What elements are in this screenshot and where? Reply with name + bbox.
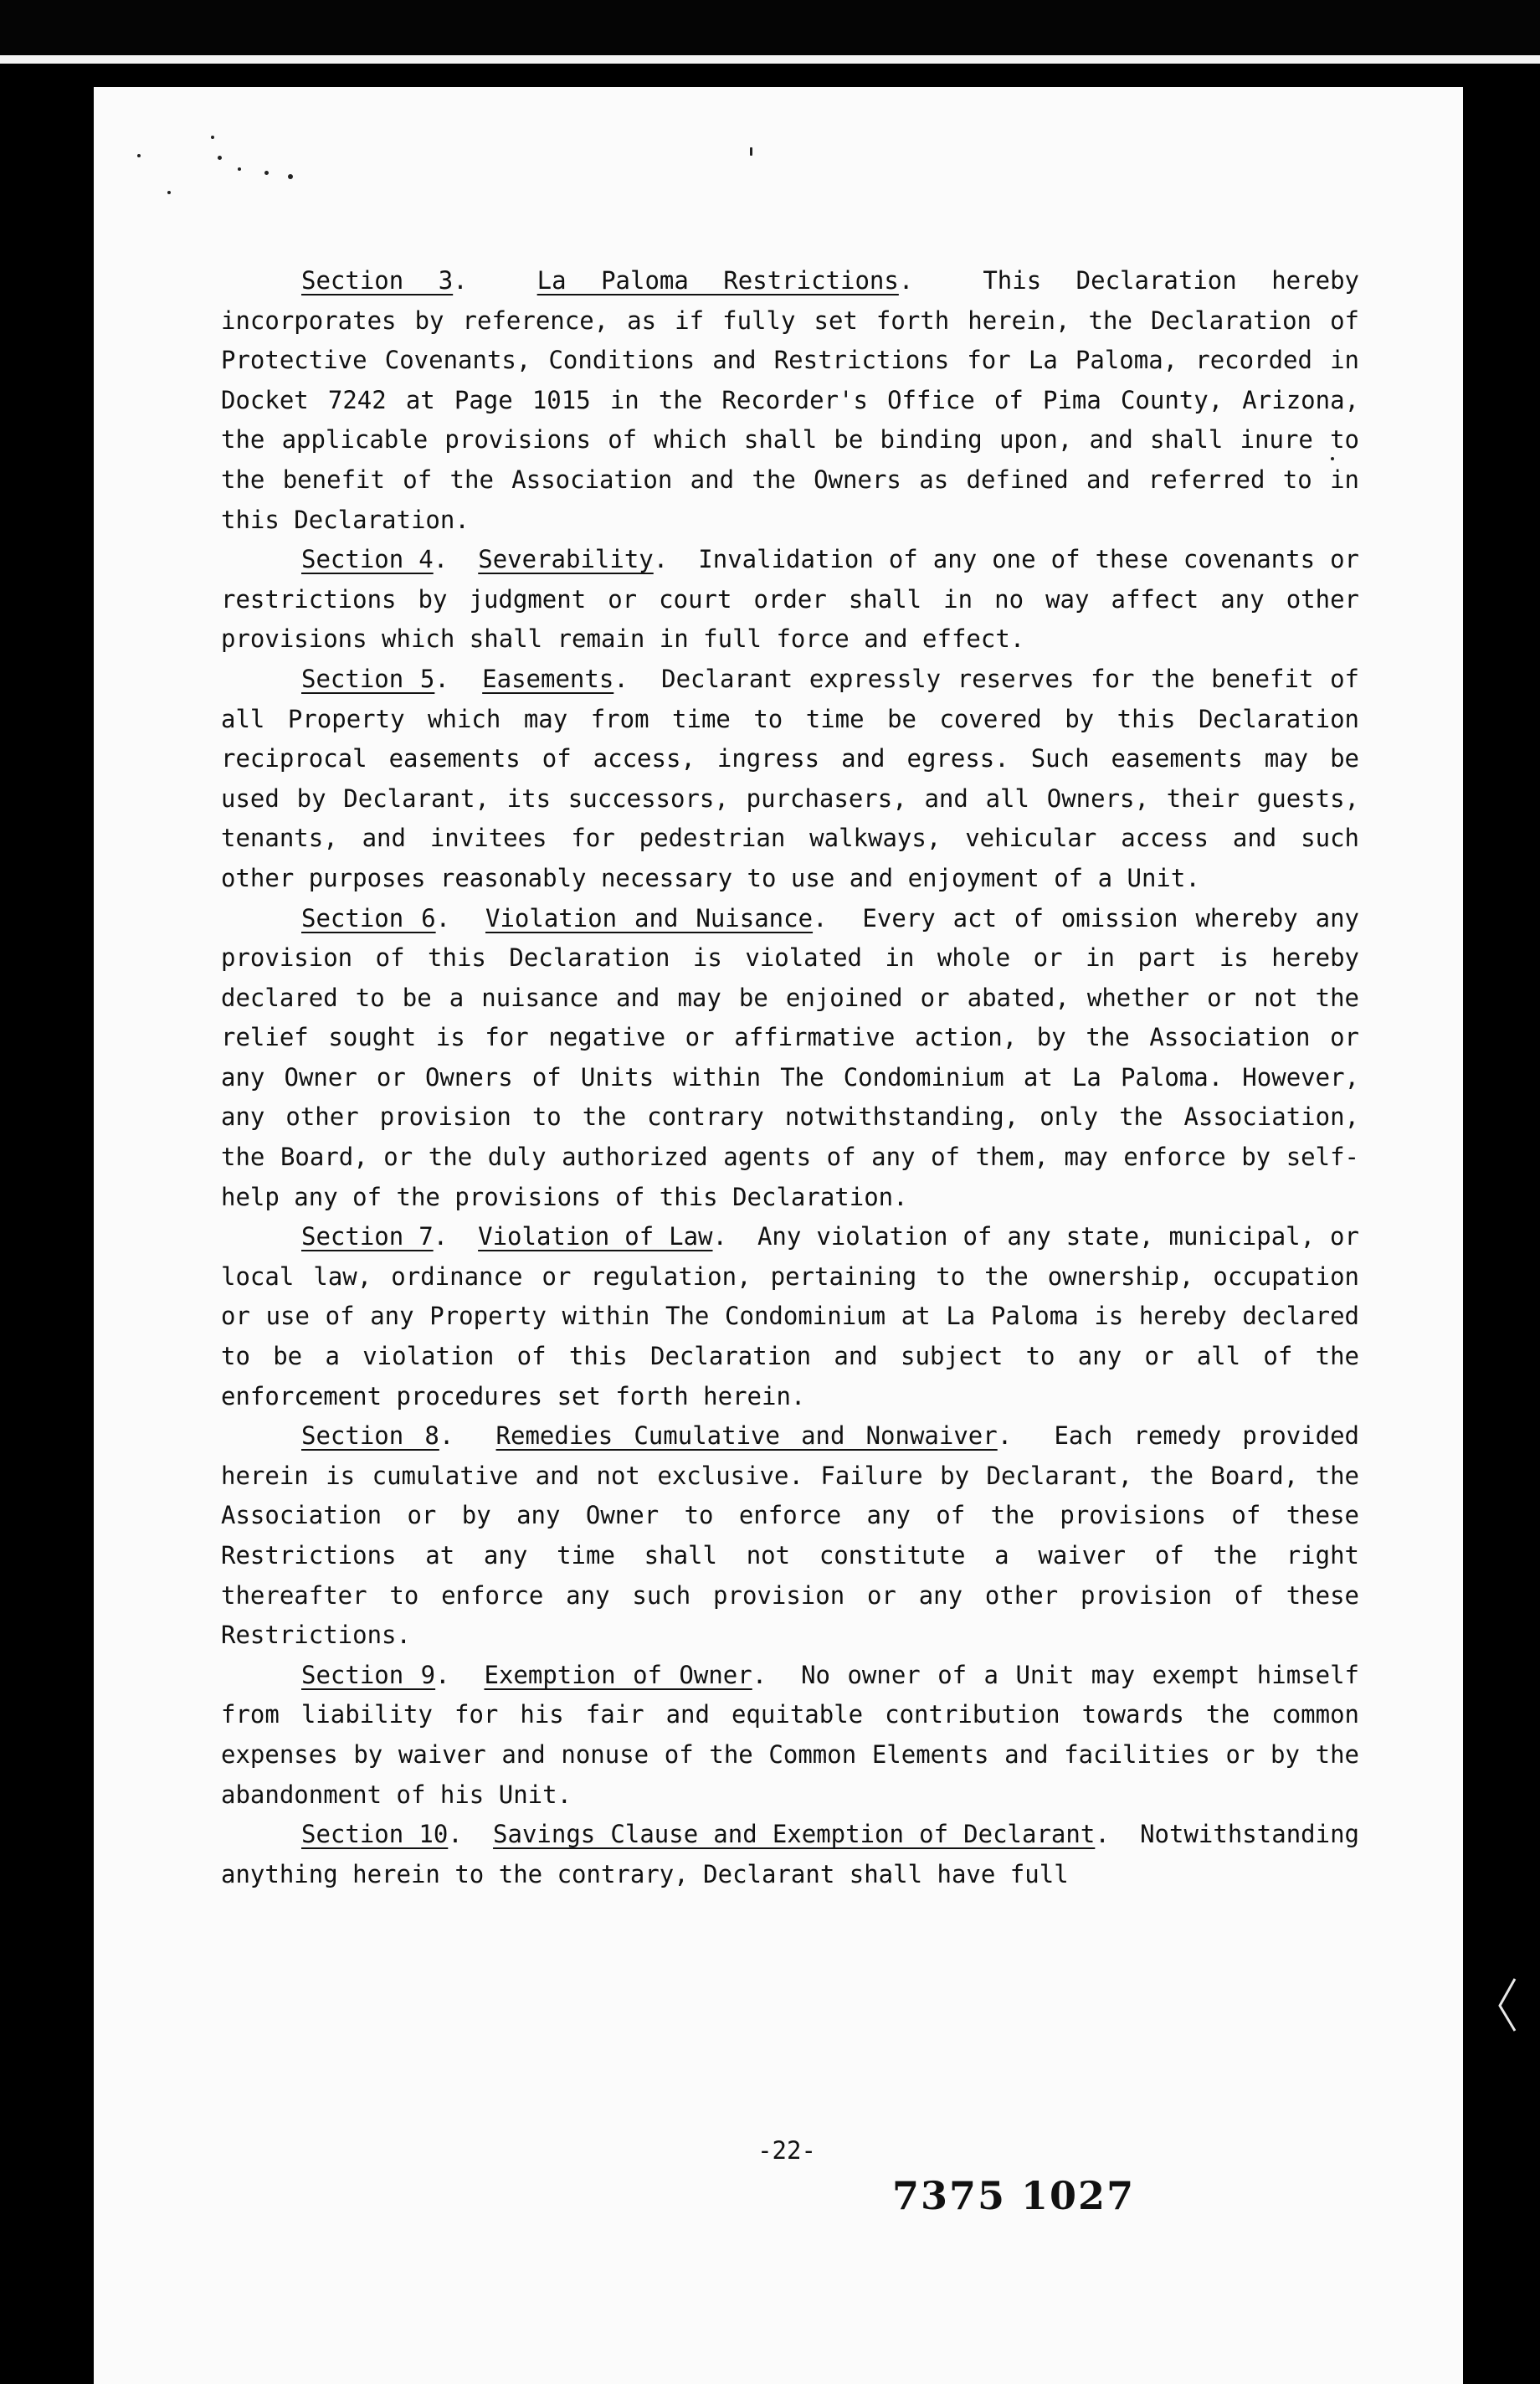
section-5-title: Easements xyxy=(482,664,614,693)
scan-edge-line xyxy=(0,55,1540,64)
section-5-paragraph: Section 5. Easements. Declarant expressly reserves for the benefit of all Property which may from time to time be covered by this Declaration reciprocal easements of access, ingress and egress. Such easements may be used by Declarant, its successors, purchasers, and all Owners, their guests, tenants, and invitees for pedestrian walkways, vehicular access and such other purposes reasonably necessary to use and enjoyment of a Unit. xyxy=(221,664,1359,892)
section-3-title: La Paloma Restrictions xyxy=(536,266,899,295)
section-9-text: No owner of a Unit may exempt himself from liability for his fair and equitable contribution towards the common expenses by waiver and nonuse of the Common Elements and facilities or by the abandonment of his Unit. xyxy=(221,1660,1359,1809)
section-9-title: Exemption of Owner xyxy=(484,1660,752,1689)
section-6-title: Violation and Nuisance xyxy=(485,903,814,933)
section-8-number: Section 8 xyxy=(301,1421,439,1451)
docket-page-stamp: 7375 1027 xyxy=(892,2173,1136,2218)
section-7-paragraph: Section 7. Violation of Law. Any violation of any state, municipal, or local law, ordinance or regulation, pertaining to the ownership, occupation or use of any Property within The Condominium at La Paloma is hereby declared to be a violation of this Declaration and subject to any or all of the enforcement procedures set forth herein. xyxy=(221,1222,1359,1410)
section-6-text: Every act of omission whereby any provision of this Declaration is violated in whole or in part is hereby declared to be a nuisance and may be enjoined or abated, whether or not the relief sought is for negative or affirmative action, by the Association or any Owner or Owners of Units within The Condominium at La Paloma. However, any other provision to the contrary notwithstanding, only the Association, the Board, or the duly authorized agents of any of them, may enforce by self-help any of the provisions of this Declaration. xyxy=(221,903,1359,1211)
section-10-title: Savings Clause and Exemption of Declarant xyxy=(493,1820,1096,1849)
section-3-text: This Declaration hereby incorporates by reference, as if fully set forth herein, the Declaration of Protective Covenants, Conditions and Restrictions for La Paloma, recorded in Docket 7242 at Page 1015 in the Recorder's Office of Pima County, Arizona, the applicable provisions of which shall be binding upon, and shall inure to the benefit of the Association and the Owners as defined and referred to in this Declaration. xyxy=(221,266,1359,534)
section-8-paragraph: Section 8. Remedies Cumulative and Nonwaiver. Each remedy provided herein is cumulative and not exclusive. Failure by Declarant, the Board, the Association or by any Owner to enforce any of the provisions of these Restrictions at any time shall not constitute a waiver of the right thereafter to enforce any such provision or any other provision of these Restrictions. xyxy=(221,1421,1359,1650)
section-4-title: Severability xyxy=(478,545,654,574)
section-3-number: Section 3 xyxy=(301,266,454,295)
declaration-body xyxy=(221,261,1359,1894)
scan-speck xyxy=(211,136,214,139)
section-6-paragraph: Section 6. Violation and Nuisance. Every act of omission whereby any provision of this Declaration is violated in whole or in part is hereby declared to be a nuisance and may be enjoined or abated, whether or not the relief sought is for negative or affirmative action, by the Association or any Owner or Owners of Units within The Condominium at La Paloma. However, any other provision to the contrary notwithstanding, only the Association, the Board, or the duly authorized agents of any of them, may enforce by self-help any of the provisions of this Declaration. xyxy=(221,903,1359,1211)
scan-speck xyxy=(238,167,241,171)
section-7-text: Any violation of any state, municipal, or local law, ordinance or regulation, pertaining to the ownership, occupation or use of any Property within The Condominium at La Paloma is hereby declared to be a violation of this Declaration and subject to any or all of the enforcement procedures set forth herein. xyxy=(221,1222,1359,1410)
page-number: -22- xyxy=(757,2136,816,2165)
scan-speck xyxy=(167,191,171,194)
section-5-text: Declarant expressly reserves for the benefit of all Property which may from time to time be covered by this Declaration reciprocal easements of access, ingress and egress. Such easements may be used by Declarant, its successors, purchasers, and all Owners, their guests, tenants, and invitees for pedestrian walkways, vehicular access and such other purposes reasonably necessary to use and enjoyment of a Unit. xyxy=(221,664,1359,892)
scan-speck xyxy=(288,174,293,179)
section-5-number: Section 5 xyxy=(301,664,435,693)
section-4-paragraph: Section 4. Severability. Invalidation of any one of these covenants or restrictions by judgment or court order shall in no way affect any other provisions which shall remain in full force and effect. xyxy=(221,545,1359,654)
section-8-text: Each remedy provided herein is cumulative and not exclusive. Failure by Declarant, the Board, the Association or by any Owner to enforce any of the provisions of these Restrictions at any time shall not constitute a waiver of the right thereafter to enforce any such provision or any other provision of these Restrictions. xyxy=(221,1421,1359,1650)
scan-speck xyxy=(218,156,222,160)
scan-speck xyxy=(750,147,752,156)
section-10-text: Notwithstanding anything herein to the contrary, Declarant shall have full xyxy=(221,1820,1359,1888)
section-3-paragraph: Section 3. La Paloma Restrictions. This Declaration hereby incorporates by reference, as if fully set forth herein, the Declaration of Protective Covenants, Conditions and Restrictions for La Paloma, recorded in Docket 7242 at Page 1015 in the Recorder's Office of Pima County, Arizona, the applicable provisions of which shall be binding upon, and shall inure to the benefit of the Association and the Owners as defined and referred to in this Declaration. xyxy=(221,266,1359,534)
section-4-text: Invalidation of any one of these covenants or restrictions by judgment or court order shall in no way affect any other provisions which shall remain in full force and effect. xyxy=(221,545,1359,654)
margin-bracket-mark xyxy=(1495,1976,1520,2034)
scan-top-border xyxy=(0,0,1540,55)
section-7-title: Violation of Law xyxy=(478,1222,713,1251)
section-9-number: Section 9 xyxy=(301,1660,436,1689)
scan-speck xyxy=(137,154,141,157)
section-7-number: Section 7 xyxy=(301,1222,434,1251)
section-9-paragraph: Section 9. Exemption of Owner. No owner of a Unit may exempt himself from liability for his fair and equitable contribution towards the common expenses by waiver and nonuse of the Common Elements and facilities or by the abandonment of his Unit. xyxy=(221,1660,1359,1809)
section-10-paragraph: Section 10. Savings Clause and Exemption of Declarant. Notwithstanding anything herein to the contrary, Declarant shall have full xyxy=(221,1820,1359,1888)
section-6-number: Section 6 xyxy=(301,903,436,933)
section-10-number: Section 10 xyxy=(301,1820,449,1849)
section-8-title: Remedies Cumulative and Nonwaiver xyxy=(495,1421,998,1451)
scan-speck xyxy=(264,171,269,175)
section-4-number: Section 4 xyxy=(301,545,434,574)
